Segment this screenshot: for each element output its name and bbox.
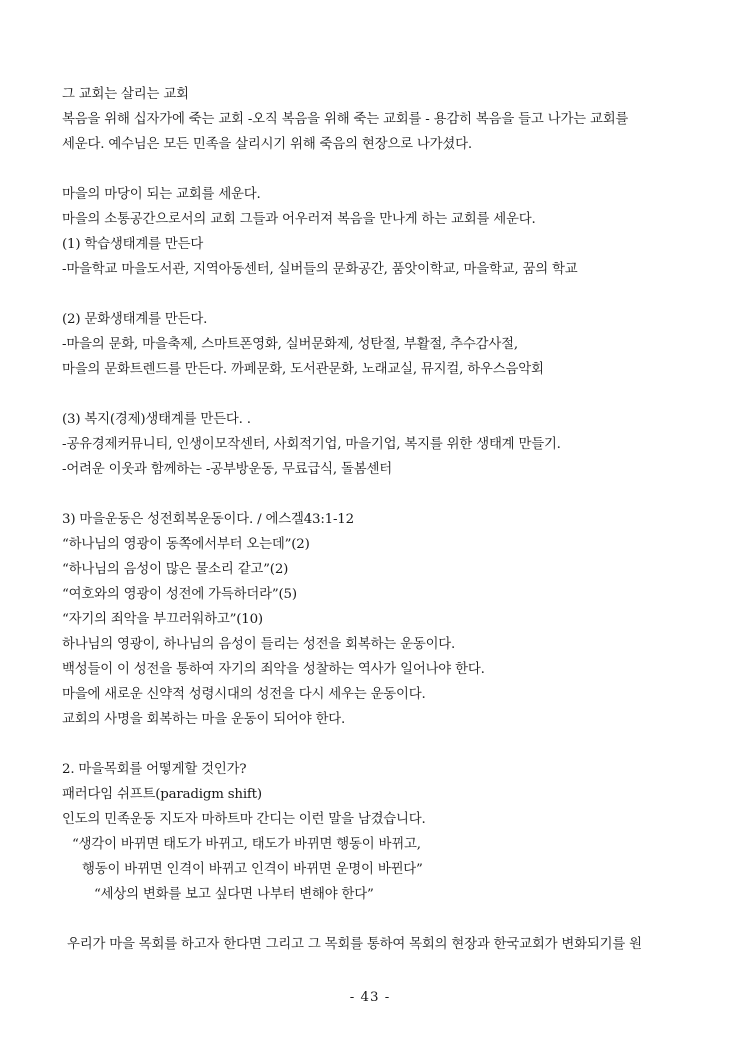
section-heading-saving-church: 그 교회는 살리는 교회 bbox=[62, 87, 189, 102]
list-item: -공유경제커뮤니티, 인생이모작센터, 사회적기업, 마을기업, 복지를 위한 생태계 만들기. bbox=[62, 437, 561, 452]
section-heading-how-to: 2. 마을목회를 어떻게할 것인가? bbox=[62, 762, 247, 777]
scripture-quote: “여호와의 영광이 성전에 가득하더라”(5) bbox=[62, 587, 297, 602]
section-heading-village-yard: 마을의 마당이 되는 교회를 세운다. bbox=[62, 187, 261, 202]
paragraph-line: 백성들이 이 성전을 통하여 자기의 죄악을 성찰하는 역사가 일어나야 한다. bbox=[62, 662, 485, 677]
gandhi-quote: “생각이 바뀌면 태도가 바뀌고, 태도가 바뀌면 행동이 바뀌고, bbox=[72, 837, 421, 852]
paragraph-line: 인도의 민족운동 지도자 마하트마 간디는 이런 말을 남겼습니다. bbox=[62, 812, 426, 827]
scripture-quote: “자기의 죄악을 부끄러워하고”(10) bbox=[62, 612, 263, 627]
paragraph-line: 세운다. 예수님은 모든 민족을 살리시기 위해 죽음의 현장으로 나가셨다. bbox=[62, 137, 472, 152]
scripture-quote: “하나님의 음성이 많은 물소리 같고”(2) bbox=[62, 562, 289, 577]
paragraph-line: 패러다임 쉬프트(paradigm shift) bbox=[62, 787, 262, 802]
paragraph-line: 마을의 문화트렌드를 만든다. 까페문화, 도서관문화, 노래교실, 뮤지컬, 하우스음악회 bbox=[62, 362, 544, 377]
list-heading-culture: (2) 문화생태계를 만든다. bbox=[62, 312, 208, 327]
list-heading-learning: (1) 학습생태계를 만든다 bbox=[62, 237, 204, 252]
gandhi-quote: 행동이 바뀌면 인격이 바뀌고 인격이 바뀌면 운명이 바뀐다” bbox=[82, 862, 423, 877]
paragraph-line: 교회의 사명을 회복하는 마을 운동이 되어야 한다. bbox=[62, 712, 346, 727]
paragraph-line: 마을의 소통공간으로서의 교회 그들과 어우러져 복음을 만나게 하는 교회를 세운다. bbox=[62, 212, 536, 227]
paragraph-line: 우리가 마을 목회를 하고자 한다면 그리고 그 목회를 통하여 목회의 현장과 한국교회가 변화되기를 원 bbox=[67, 937, 642, 952]
paragraph-line: 복음을 위해 십자가에 죽는 교회 -오직 복음을 위해 죽는 교회를 - 용감히 복음을 들고 나가는 교회를 bbox=[62, 112, 629, 127]
page-number: - 43 - bbox=[349, 990, 391, 1005]
paragraph-line: 하나님의 영광이, 하나님의 음성이 들리는 성전을 회복하는 운동이다. bbox=[62, 637, 456, 652]
list-heading-welfare: (3) 복지(경제)생태계를 만든다. . bbox=[62, 412, 251, 427]
paragraph-line: 마을에 새로운 신약적 성령시대의 성전을 다시 세우는 운동이다. bbox=[62, 687, 426, 702]
list-item: -마을의 문화, 마을축제, 스마트폰영화, 실버문화제, 성탄절, 부활절, 추수감사절, bbox=[62, 337, 518, 352]
gandhi-quote: “세상의 변화를 보고 싶다면 나부터 변해야 한다” bbox=[94, 887, 374, 902]
scripture-quote: “하나님의 영광이 동쪽에서부터 오는데”(2) bbox=[62, 537, 310, 552]
list-item: -마을학교 마을도서관, 지역아동센터, 실버들의 문화공간, 품앗이학교, 마을학교, 꿈의 학교 bbox=[62, 262, 578, 277]
list-item: -어려운 이웃과 함께하는 -공부방운동, 무료급식, 돌봄센터 bbox=[62, 462, 392, 477]
section-heading-temple-restoration: 3) 마을운동은 성전회복운동이다. / 에스겔43:1-12 bbox=[62, 512, 354, 527]
